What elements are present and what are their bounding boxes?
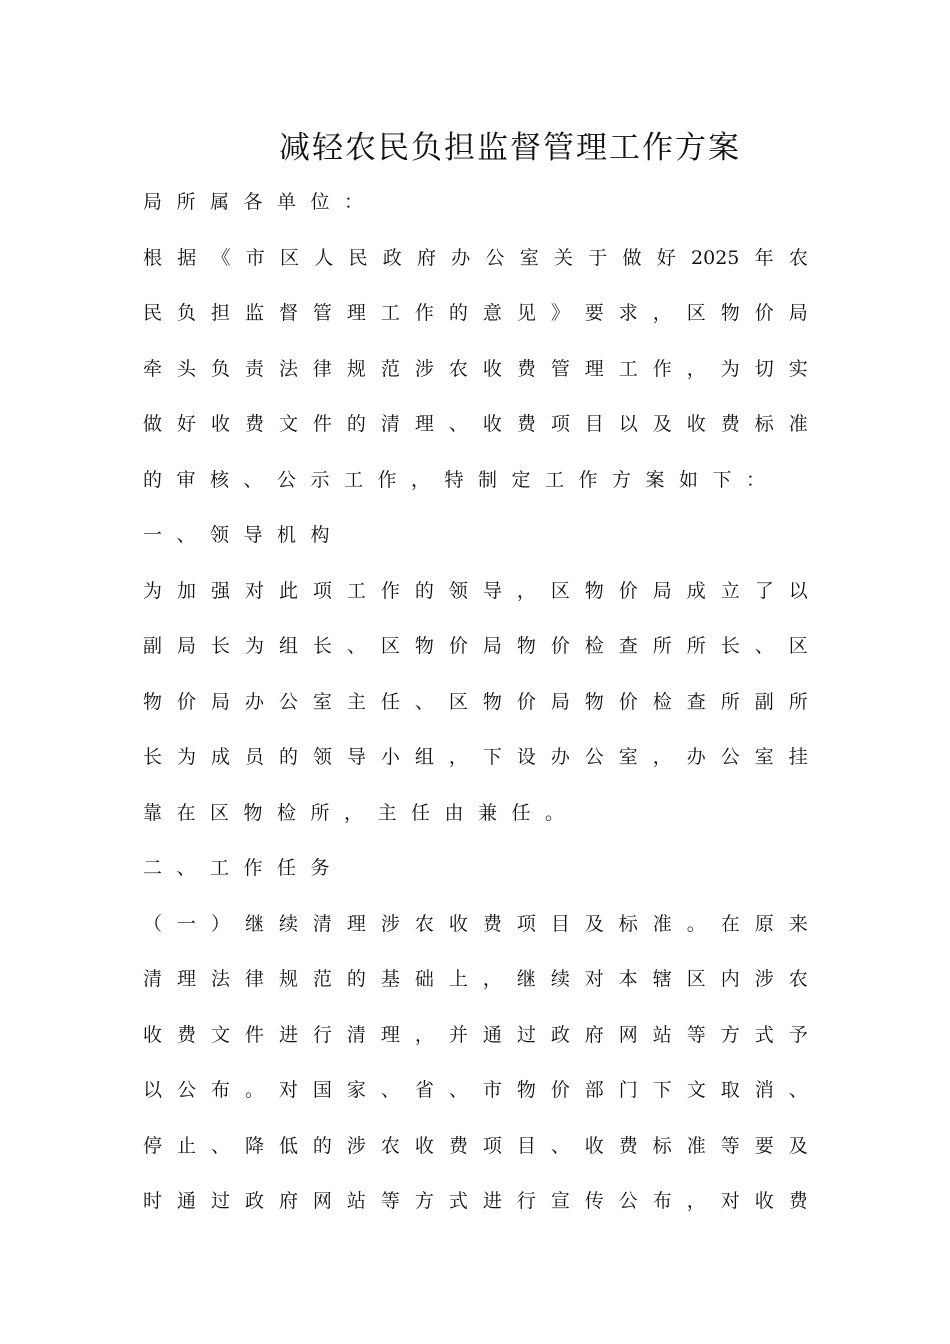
body-line: 民负担监督管理工作的意见》要求，区物价局 xyxy=(143,302,808,324)
body-line: 副局长为组长、区物价局物价检查所所长、区 xyxy=(143,635,808,657)
body-line: 做好收费文件的清理、收费项目以及收费标准 xyxy=(143,413,808,435)
body-line: 物价局办公室主任、区物价局物价检查所副所 xyxy=(143,691,808,713)
body-line: 收费文件进行清理，并通过政府网站等方式予 xyxy=(143,1024,808,1046)
body-line: 停止、降低的涉农收费项目、收费标准等要及 xyxy=(143,1135,808,1157)
body-line: 时通过政府网站等方式进行宣传公布，对收费 xyxy=(143,1190,808,1212)
body-line: （一）继续清理涉农收费项目及标准。在原来 xyxy=(143,913,808,935)
body-line: 根据《市区人民政府办公室关于做好2025年农 xyxy=(143,247,808,269)
body-line: 以公布。对国家、省、市物价部门下文取消、 xyxy=(143,1079,808,1101)
body-line: 长为成员的领导小组，下设办公室，办公室挂 xyxy=(143,746,808,768)
section-heading: 二、工作任务 xyxy=(143,857,345,879)
body-line: 为加强对此项工作的领导，区物价局成立了以 xyxy=(143,580,808,602)
body-line: 清理法律规范的基础上，继续对本辖区内涉农 xyxy=(143,968,808,990)
salutation-line: 局所属各单位： xyxy=(143,191,378,213)
body-line: 牵头负责法律规范涉农收费管理工作，为切实 xyxy=(143,358,808,380)
body-line: 的审核、公示工作，特制定工作方案如下： xyxy=(143,469,780,491)
body-line: 靠在区物检所，主任由兼任。 xyxy=(143,802,579,824)
document-title: 减轻农民负担监督管理工作方案 xyxy=(279,130,741,166)
section-heading: 一、领导机构 xyxy=(143,524,345,546)
